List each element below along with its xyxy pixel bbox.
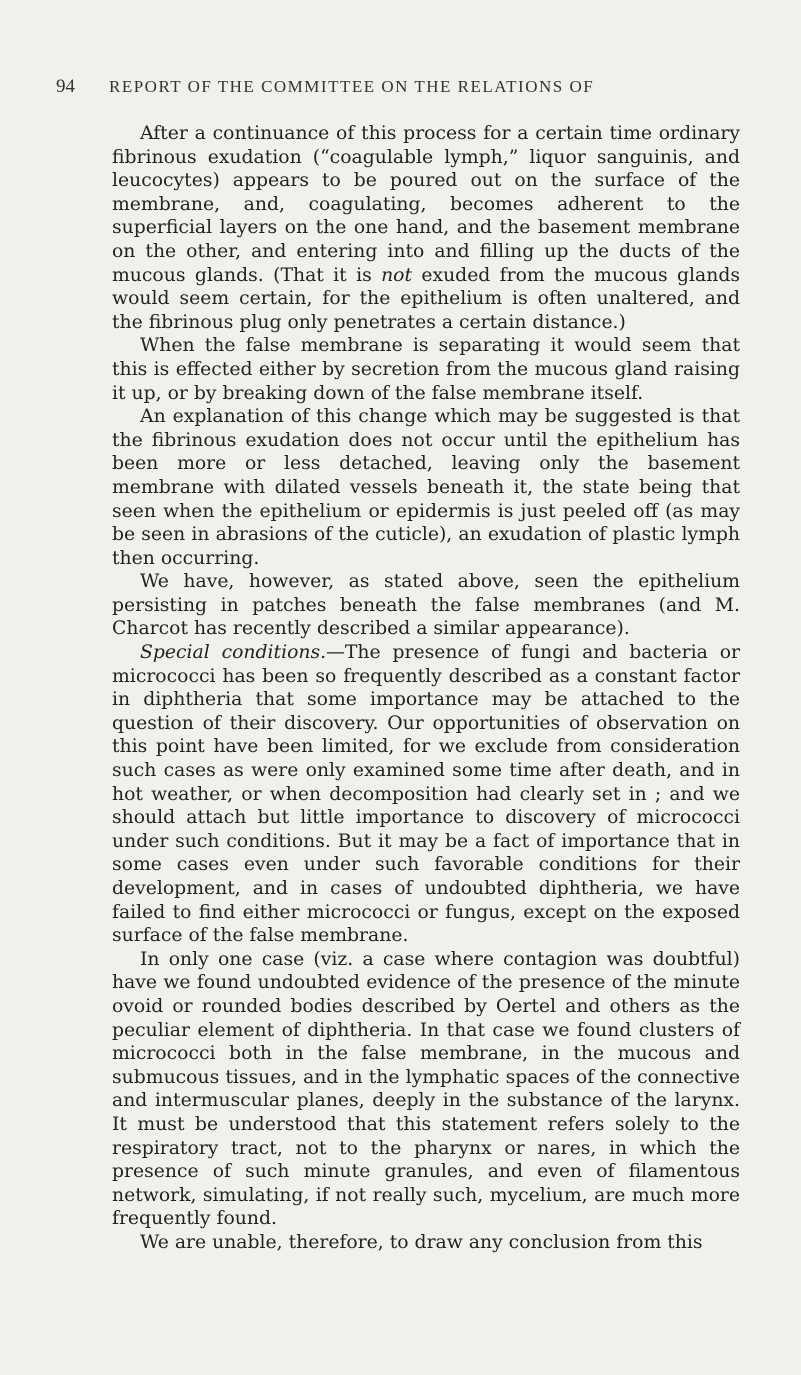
paragraph-text: In only one case (viz. a case where contagion was doubtful) have we found undoubted evidence of the presence of the minute ovoid or rounded bodies described by Oertel and others as the peculiar element of diphtheria. In that case we found clusters of micrococci both in the false membrane, in the mucous and submucous tissues, and in the lymphatic spaces of the connective and intermuscular planes, deeply in the substance of the larynx. It must be understood that this statement refers solely to the respiratory tract, not to the pharynx or nares, in which the presence of such minute granules, and even of filamentous network, simulating, if not really such, mycelium, are much more frequently found. [112,948,740,1230]
paragraph-text: We are unable, therefore, to draw any conclusion from this [140,1231,703,1253]
paragraph-text: —The presence of fungi and bacteria or micrococci has been so frequently described as a constant factor in diphtheria that some importance may be attached to the question of their discovery. Our opportunities of observation on this point have been limited, for we exclude from consideration such cases as were only examined some time after death, and in hot weather, or when decomposition had clearly set in ; and we should attach but little importance to discovery of micrococci under such conditions. But it may be a fact of importance that in some cases even under such favorable conditions for their development, and in cases of undoubted diphtheria, we have failed to find either micrococci or fungus, except on the exposed surface of the false membrane. [112,642,740,947]
paragraph [112,641,740,948]
paragraph [112,570,740,641]
paragraph-text: An explanation of this change which may be suggested is that the fibrinous exudation does not occur until the epithelium has been more or less detached, leaving only the basement membrane with dilated vessels beneath it, the state being that seen when the epithelium or epidermis is just peeled off (as may be seen in abrasions of the cuticle), an exudation of plastic lymph then occurring. [112,406,740,569]
running-header [56,76,761,100]
paragraph [112,1231,740,1255]
paragraph-text: When the false membrane is separating it would seem that this is effected either by secretion from the mucous gland raising it up, or by breaking down of the false membrane itself. [112,335,740,404]
paragraph [112,334,740,405]
paragraph [112,122,740,334]
body-text [112,122,740,1255]
running-title: REPORT OF THE COMMITTEE ON THE RELATIONS OF [109,77,595,96]
paragraph [112,405,740,570]
page-number: 94 [56,76,75,97]
section-lead: Special conditions. [140,642,327,664]
paragraph [112,948,740,1231]
paragraph-text: We have, however, as stated above, seen the epithelium persisting in patches beneath the false membranes (and M. Charcot has recently described a similar appearance). [112,571,740,640]
paragraph-text: After a continuance of this process for a certain time ordinary fibrinous exudation (“coagulable lymph,” liquor sanguinis, and leucocytes) appears to be poured out on the surface of the membrane, and, coagulating, becomes adherent to the superficial layers on the one hand, and the basement membrane on the other, and entering into and filling up the ducts of the mucous glands. (That it is not exuded from the mucous glands would seem certain, for the epithelium is often unaltered, and the fibrinous plug only penetrates a certain distance.) [112,123,740,333]
